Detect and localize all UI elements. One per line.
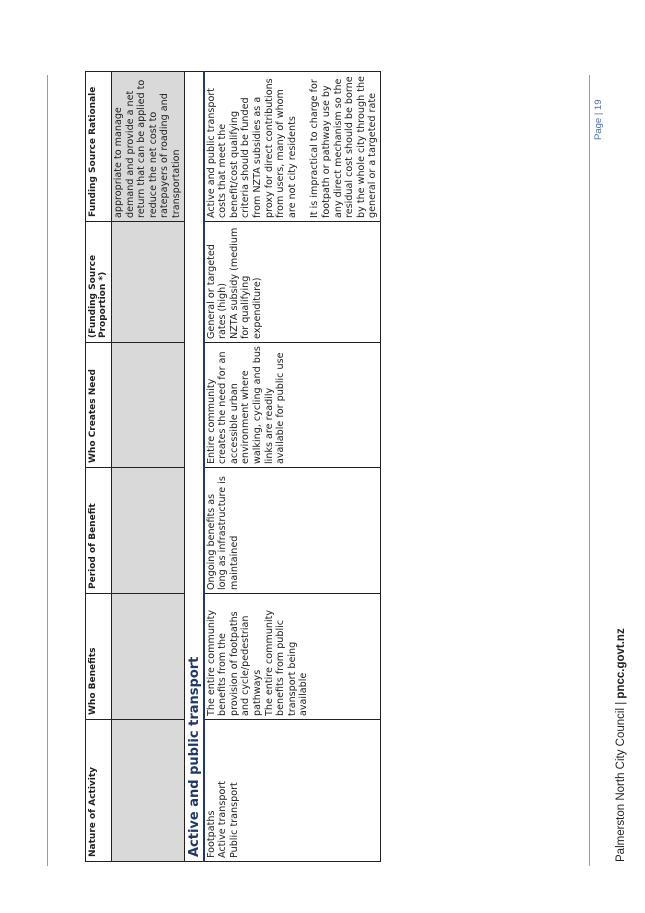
rationale-nzta: Active and public transport costs that meet the benefit/cost qualifying criteria should be funded from NZTA subsidies as a proxy for direct contributions from users, many of whom are not city residents xyxy=(205,78,298,218)
continuation-cell-period xyxy=(112,468,185,594)
section-heading-row xyxy=(184,72,204,862)
page-label: Page xyxy=(593,117,604,140)
right-margin-rule xyxy=(589,75,590,866)
continuation-cell-activity xyxy=(112,720,185,862)
proportion-nzta: NZTA subsidy (medium for qualifying expenditure) xyxy=(228,227,263,339)
proportion-rates: General or targeted rates (high) xyxy=(205,244,229,339)
cell-who-benefits xyxy=(204,594,381,720)
paragraph-gap xyxy=(298,75,309,218)
continuation-cell-rationale: appropriate to manage demand and provide a net return that can be applied to reduce the net cost to ratepayers of roading and transportation xyxy=(112,72,185,222)
rationale-residual: It is impractical to charge for footpath or pathway use by any direct mechanism so the residual cost should be borne by the whole city through the general or a targeted rate xyxy=(309,76,379,218)
table-row xyxy=(204,72,381,862)
footer-org-name: Palmerston North City Council xyxy=(615,707,627,862)
table-header-row xyxy=(86,72,112,862)
activity-text: Footpaths Active transport Public transport xyxy=(205,780,240,858)
rotated-page-content xyxy=(85,72,379,862)
continuation-cell-proportion xyxy=(112,222,185,343)
cell-nature-of-activity xyxy=(204,720,381,862)
footer-page-number: Page | 19 xyxy=(593,99,604,140)
continuation-row xyxy=(112,72,185,862)
page-number: 19 xyxy=(593,99,604,111)
continuation-cell-creates xyxy=(112,343,185,468)
header-who-creates-need: Who Creates Need xyxy=(86,343,112,468)
funding-table xyxy=(85,71,381,862)
continuation-cell-benefits xyxy=(112,594,185,720)
cell-who-creates-need: Entire community creates the need for an accessible urban environment where walking, cycling and bus links are readily available for public use xyxy=(204,343,381,468)
header-nature-of-activity: Nature of Activity xyxy=(86,720,112,862)
cell-funding-rationale xyxy=(204,72,381,222)
header-who-benefits: Who Benefits xyxy=(86,594,112,720)
cell-funding-proportion xyxy=(204,222,381,343)
left-margin-rule xyxy=(47,75,48,866)
benefits-text: The entire community benefits from the provision of footpaths and cycle/pedestrian pathways The entire community benefits from public transport being available xyxy=(205,609,310,716)
header-funding-rationale: Funding Source Rationale xyxy=(86,72,112,222)
footer-organisation xyxy=(615,628,627,862)
section-title: Active and public transport xyxy=(184,72,204,862)
header-period-of-benefit: Period of Benefit xyxy=(86,468,112,594)
cell-period-of-benefit: Ongoing benefits as long as infrastructure is maintained xyxy=(204,468,381,594)
header-funding-proportion: (Funding Source Proportion *) xyxy=(86,222,112,343)
footer-website: pncc.govt.nz xyxy=(615,628,627,699)
footer-separator: | xyxy=(615,698,627,708)
